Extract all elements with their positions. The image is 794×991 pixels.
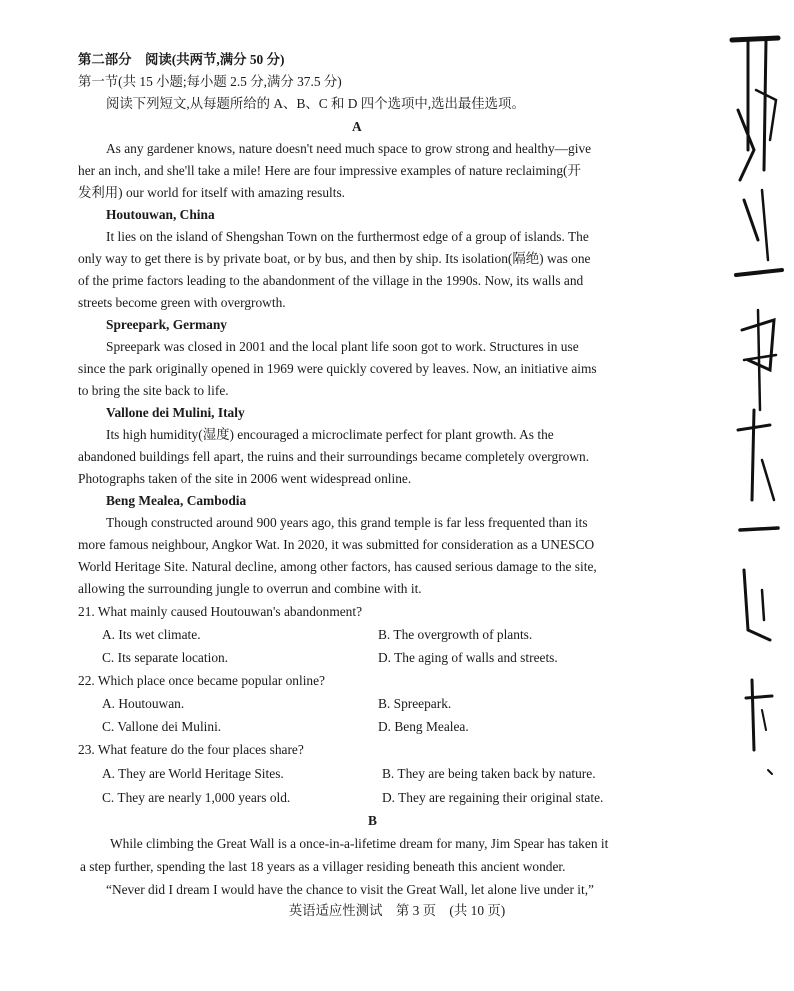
- question-option[interactable]: A. Its wet climate.: [102, 627, 201, 642]
- paragraph-line: streets become green with overgrowth.: [78, 295, 286, 310]
- question-option[interactable]: B. Spreepark.: [378, 696, 452, 711]
- paragraph-line: “Never did I dream I would have the chance to visit the Great Wall, let alone live under it,”: [106, 882, 594, 897]
- subsection-title: 第一节(共 15 小题;每小题 2.5 分,满分 37.5 分): [78, 74, 342, 89]
- place-heading: Beng Mealea, Cambodia: [106, 493, 247, 508]
- paragraph-line: Its high humidity(湿度) encouraged a microclimate perfect for plant growth. As the: [106, 427, 554, 442]
- place-heading: Spreepark, Germany: [106, 317, 228, 332]
- paragraph-line: since the park originally opened in 1969 were quickly covered by leaves. Now, an initiative aims: [78, 361, 597, 376]
- instruction: 阅读下列短文,从每题所给的 A、B、C 和 D 四个选项中,选出最佳选项。: [106, 96, 525, 111]
- question-option[interactable]: D. Beng Mealea.: [378, 719, 469, 734]
- paragraph-line: a step further, spending the last 18 years as a villager residing beneath this ancient wonder.: [80, 859, 566, 874]
- question-stem: 22. Which place once became popular online?: [78, 673, 326, 688]
- intro-line: As any gardener knows, nature doesn't need much space to grow strong and healthy—give: [106, 141, 592, 156]
- question-option[interactable]: B. The overgrowth of plants.: [378, 627, 533, 642]
- question-stem: 23. What feature do the four places share?: [78, 742, 304, 757]
- paragraph-line: only way to get there is by private boat, or by bus, and then by ship. Its isolation(隔绝) was one: [78, 251, 591, 266]
- paragraph-line: It lies on the island of Shengshan Town on the furthermost edge of a group of islands. The: [106, 229, 589, 244]
- question-option[interactable]: B. They are being taken back by nature.: [382, 766, 596, 781]
- passage-b-heading: B: [368, 813, 377, 828]
- intro-line: her an inch, and she'll take a mile! Here are four impressive examples of nature reclaiming(开: [78, 163, 581, 178]
- paragraph-line: Spreepark was closed in 2001 and the local plant life soon got to work. Structures in use: [106, 339, 579, 354]
- paragraph-line: to bring the site back to life.: [78, 383, 229, 398]
- question-option[interactable]: A. They are World Heritage Sites.: [102, 766, 284, 781]
- question-option[interactable]: C. Its separate location.: [102, 650, 229, 665]
- paragraph-line: While climbing the Great Wall is a once-in-a-lifetime dream for many, Jim Spear has taken it: [110, 836, 609, 851]
- section-title: 第二部分 阅读(共两节,满分 50 分): [78, 52, 285, 67]
- question-option[interactable]: D. They are regaining their original state.: [382, 790, 604, 805]
- question-stem: 21. What mainly caused Houtouwan's abandonment?: [78, 604, 363, 619]
- page-footer: 英语适应性测试 第 3 页 (共 10 页): [288, 903, 506, 918]
- question-option[interactable]: C. They are nearly 1,000 years old.: [102, 790, 291, 805]
- place-heading: Houtouwan, China: [106, 207, 215, 222]
- paragraph-line: Though constructed around 900 years ago, this grand temple is far less frequented than its: [106, 515, 588, 530]
- question-option[interactable]: D. The aging of walls and streets.: [378, 650, 558, 665]
- passage-a-heading: A: [352, 119, 362, 134]
- question-option[interactable]: C. Vallone dei Mulini.: [102, 719, 222, 734]
- paragraph-line: more famous neighbour, Angkor Wat. In 2020, it was submitted for consideration as a UNESCO: [78, 537, 595, 552]
- place-heading: Vallone dei Mulini, Italy: [106, 405, 245, 420]
- paragraph-line: Photographs taken of the site in 2006 went widespread online.: [78, 471, 412, 486]
- paragraph-line: World Heritage Site. Natural decline, among other factors, has caused serious damage to the site,: [78, 559, 597, 574]
- handwritten-margin-marks: [718, 30, 794, 790]
- paragraph-line: abandoned buildings fell apart, the ruins and their surroundings became completely overgrown.: [78, 449, 590, 464]
- intro-line: 发利用) our world for itself with amazing results.: [78, 185, 346, 200]
- question-option[interactable]: A. Houtouwan.: [102, 696, 185, 711]
- paragraph-line: allowing the surrounding jungle to overrun and combine with it.: [78, 581, 422, 596]
- paragraph-line: of the prime factors leading to the abandonment of the village in the 1990s. Now, its walls and: [78, 273, 584, 288]
